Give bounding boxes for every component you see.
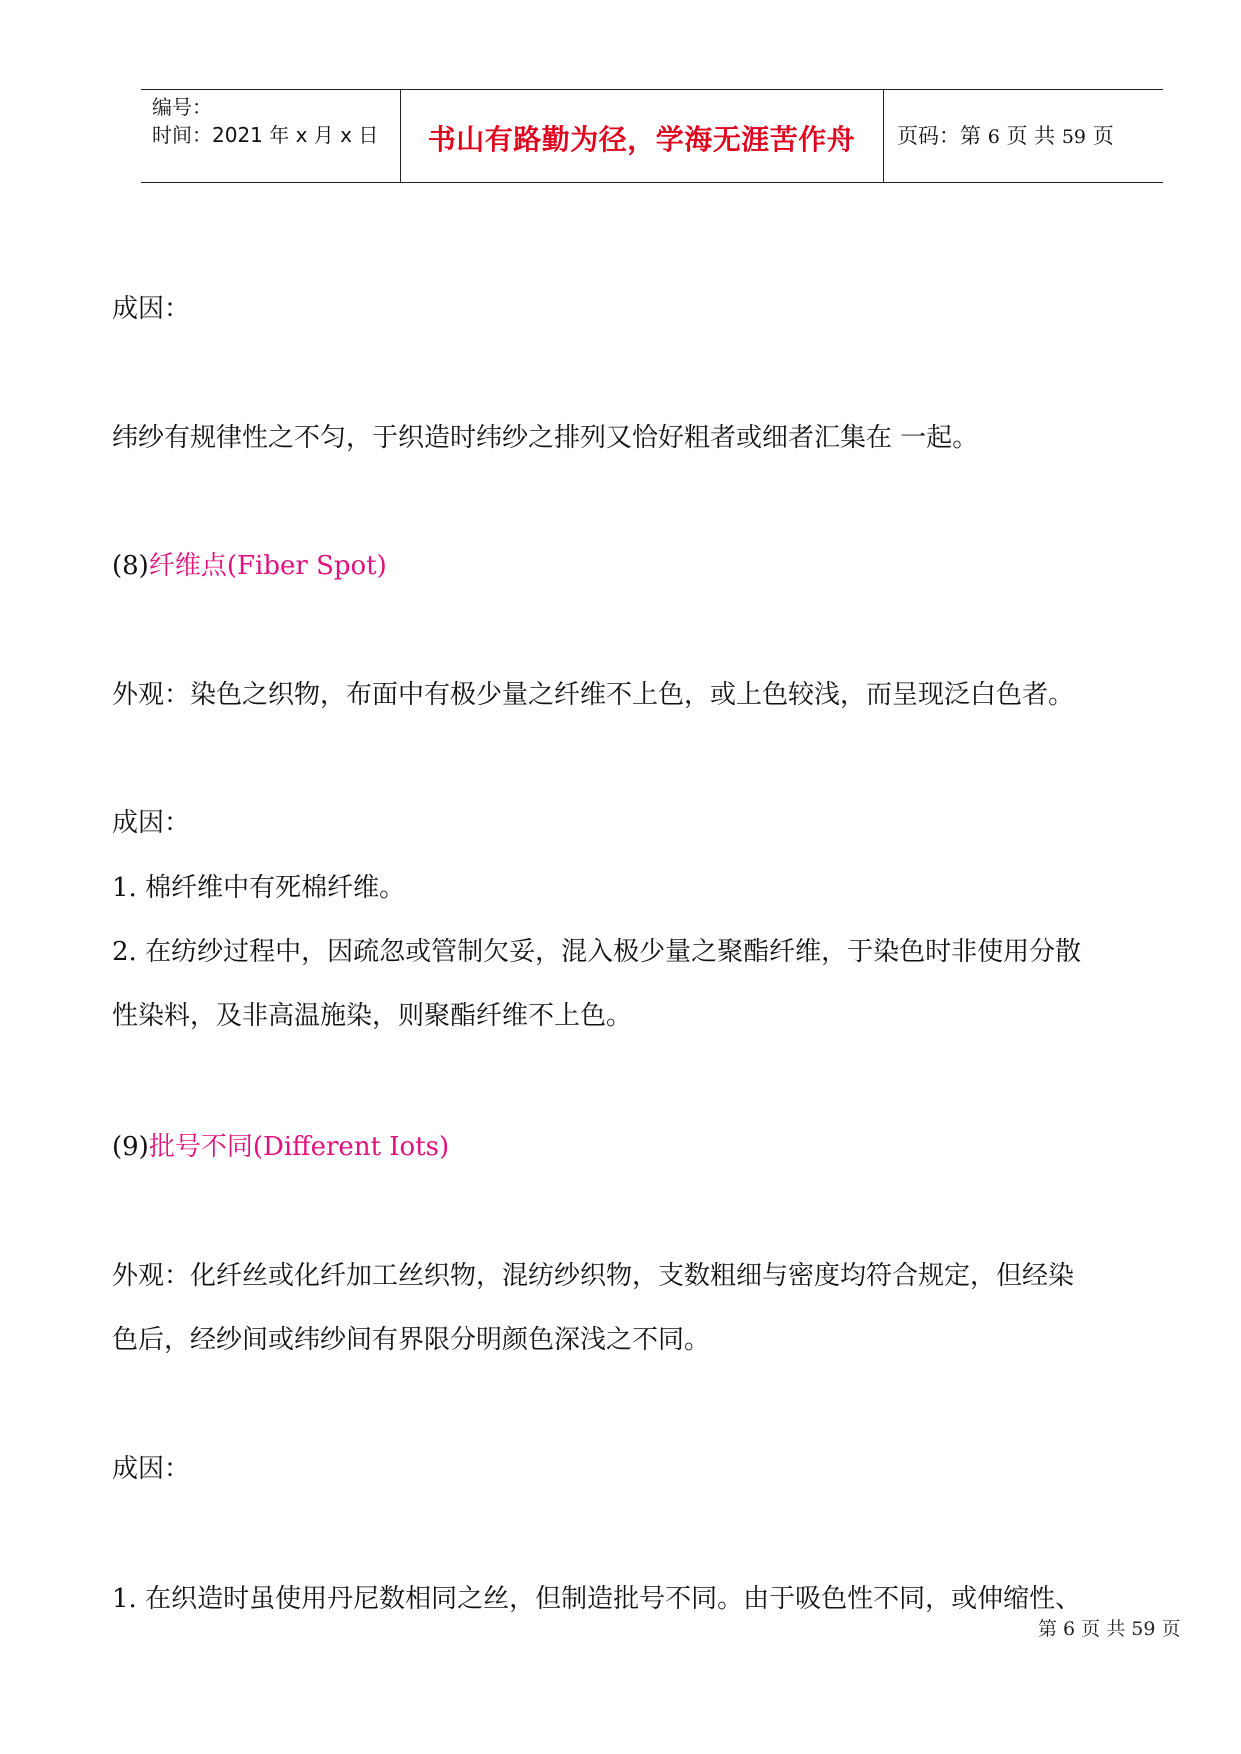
paragraph: 纬纱有规律性之不匀，于织造时纬纱之排列又恰好粗者或细者汇集在 一起。 (112, 423, 979, 453)
paragraph: 外观：染色之织物，布面中有极少量之纤维不上色，或上色较浅，而呈现泛白色者。 (112, 680, 1075, 710)
paragraph: 性染料，及非高温施染，则聚酯纤维不上色。 (112, 1001, 633, 1031)
paragraph: 1. 在织造时虽使用丹尼数相同之丝，但制造批号不同。由于吸色性不同，或伸缩性、 (112, 1584, 1082, 1614)
page-total: 59 (1061, 126, 1087, 148)
page-prefix: 页码：第 (897, 124, 981, 148)
header-meta (152, 93, 378, 149)
page-footer: 第 6 页 共 59 页 (1038, 1618, 1181, 1640)
paragraph: 成因： (112, 808, 191, 838)
paragraph: 2. 在纺纱过程中，因疏忽或管制欠妥，混入极少量之聚酯纤维，于染色时非使用分散 (112, 937, 1082, 967)
page-current: 6 (987, 126, 1000, 148)
paragraph: 1. 棉纤维中有死棉纤维。 (112, 873, 406, 903)
paragraph: 成因： (112, 294, 191, 324)
section-heading-8 (112, 549, 387, 583)
heading-title: 纤维点(Fiber Spot) (148, 551, 387, 581)
section-heading-9 (112, 1130, 449, 1164)
heading-title: 批号不同(Different Iots) (148, 1132, 450, 1162)
page-header (141, 89, 1163, 183)
header-page-info (897, 120, 1114, 150)
header-motto: 书山有路勤为径，学海无涯苦作舟 (427, 123, 856, 156)
time-label: 时间：2021 年 x 月 x 日 (152, 123, 379, 147)
heading-number: (8) (112, 551, 149, 581)
heading-number: (9) (112, 1132, 149, 1162)
serial-label: 编号： (152, 95, 212, 119)
page-suffix: 页 (1092, 124, 1114, 148)
header-divider (883, 90, 884, 182)
paragraph: 外观：化纤丝或化纤加工丝织物，混纺纱织物，支数粗细与密度均符合规定，但经染 (112, 1261, 1075, 1291)
paragraph: 成因： (112, 1454, 191, 1484)
page-mid: 页 共 (1006, 124, 1056, 148)
paragraph: 色后，经纱间或纬纱间有界限分明颜色深浅之不同。 (112, 1325, 711, 1355)
